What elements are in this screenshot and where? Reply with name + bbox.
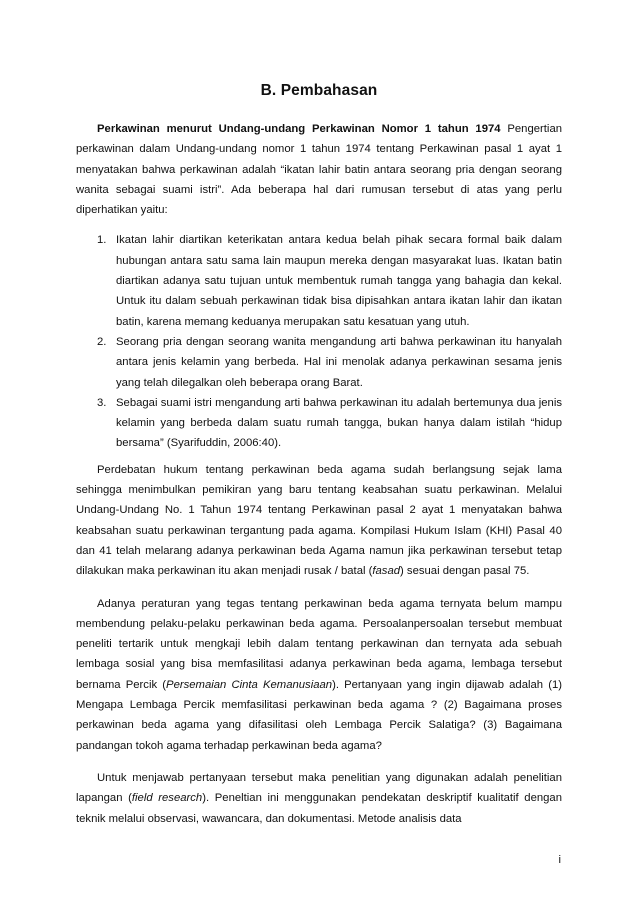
page-number: i xyxy=(558,854,561,866)
paragraph-methodology xyxy=(76,768,562,829)
list-item-text: Ikatan lahir diartikan keterikatan antara kedua belah pihak secara formal baik dalam hubungan antara satu sama lain maupun mereka dengan masyarakat luas. Ikatan batin diartikan adanya satu tujuan untuk membentuk rumah tangga yang bahagia dan kekal. Untuk itu dalam sebuah perkawinan tidak bisa dipisahkan antara ikatan lahir dan ikatan batin, karena memang keduanya merupakan satu kesatuan yang utuh. xyxy=(116,234,562,328)
list-marker: 1. xyxy=(97,234,107,247)
list-item xyxy=(76,332,562,393)
numbered-list xyxy=(76,230,562,453)
list-marker: 3. xyxy=(97,396,107,409)
list-marker: 2. xyxy=(97,335,107,348)
italic-term: fasad xyxy=(372,565,401,578)
paragraph-text: ). Peneltian ini menggunakan pendekatan deskriptif kualitatif dengan teknik melalui observasi, wawancara, dan dokumentasi. Metode analisis data xyxy=(76,792,562,825)
list-item xyxy=(76,393,562,454)
section-body xyxy=(76,119,562,829)
list-item-text: Sebagai suami istri mengandung arti bahwa perkawinan itu adalah bertemunya dua jenis kelamin yang berbeda dalam suatu rumah tangga, bukan hanya dalam istilah “hidup bersama” (Syarifuddin, 2006:40). xyxy=(116,396,562,450)
paragraph-research-questions xyxy=(76,594,562,756)
paragraph-text: Untuk menjawab pertanyaan tersebut maka penelitian yang digunakan adalah penelitian lapangan ( xyxy=(76,771,562,805)
italic-term: Persemaian Cinta Kemanusiaan xyxy=(166,678,333,691)
paragraph-text: Perdebatan hukum tentang perkawinan beda agama sudah berlangsung sejak lama sehingga menimbulkan pemikiran yang baru tentang keabsahan suatu perkawinan. Melalui Undang-Undang No. 1 Tahun 1974 tentang Perkawinan pasal 2 ayat 1 menyatakan bahwa keabsahan suatu perkawinan tergantung pada agama. Kompilasi Hukum Islam (KHI) Pasal 40 dan 41 telah melarang adanya perkawinan beda Agama namun jika perkawinan tersebut tetap dilakukan maka perkawinan itu akan menjadi rusak / batal ( xyxy=(76,463,562,578)
paragraph-legal-debate xyxy=(76,460,562,582)
italic-term: field research xyxy=(131,792,203,805)
paragraph-text: ) sesuai dengan pasal 75. xyxy=(400,565,530,578)
paragraph-lead-title: Perkawinan menurut Undang-undang Perkawinan Nomor 1 tahun 1974 xyxy=(97,123,501,135)
section-heading: B. Pembahasan xyxy=(260,82,378,99)
list-item xyxy=(76,230,562,331)
paragraph-definition xyxy=(76,119,562,220)
paragraph-text: Pengertian perkawinan dalam Undang-undang nomor 1 tahun 1974 tentang Perkawinan pasal 1 ayat 1 menyatakan bahwa perkawinan adalah “ikatan lahir batin antara seorang pria dengan seorang wanita sebagai suami istri”. Ada beberapa hal dari rumusan tersebut di atas yang perlu diperhatikan yaitu: xyxy=(76,123,563,217)
list-item-text: Seorang pria dengan seorang wanita mengandung arti bahwa perkawinan itu hanyalah antara jenis kelamin yang berbeda. Hal ini menolak adanya perkawinan sesama jenis yang telah dilegalkan oleh beberapa orang Barat. xyxy=(116,335,562,389)
paragraph-text: Adanya peraturan yang tegas tentang perkawinan beda agama ternyata belum mampu membendung pelaku-pelaku perkawinan beda agama. Persoalanpersoalan tersebut membuat peneliti tertarik untuk mengkaji lebih dalam tentang perkawinan dan ternyata ada sebuah lembaga sosial yang bisa memfasilitasi adanya perkawinan beda agama, lembaga tersebut bernama Percik ( xyxy=(76,597,562,691)
paragraph-text: ). Pertanyaan yang ingin dijawab adalah (1) Mengapa Lembaga Percik memfasilitasi perkawinan beda agama ? (2) Bagaimana proses perkawinan beda agama yang difasilitasi oleh Lembaga Percik Salatiga? (3) Bagaimana pandangan tokoh agama terhadap perkawinan beda agama? xyxy=(76,678,563,752)
